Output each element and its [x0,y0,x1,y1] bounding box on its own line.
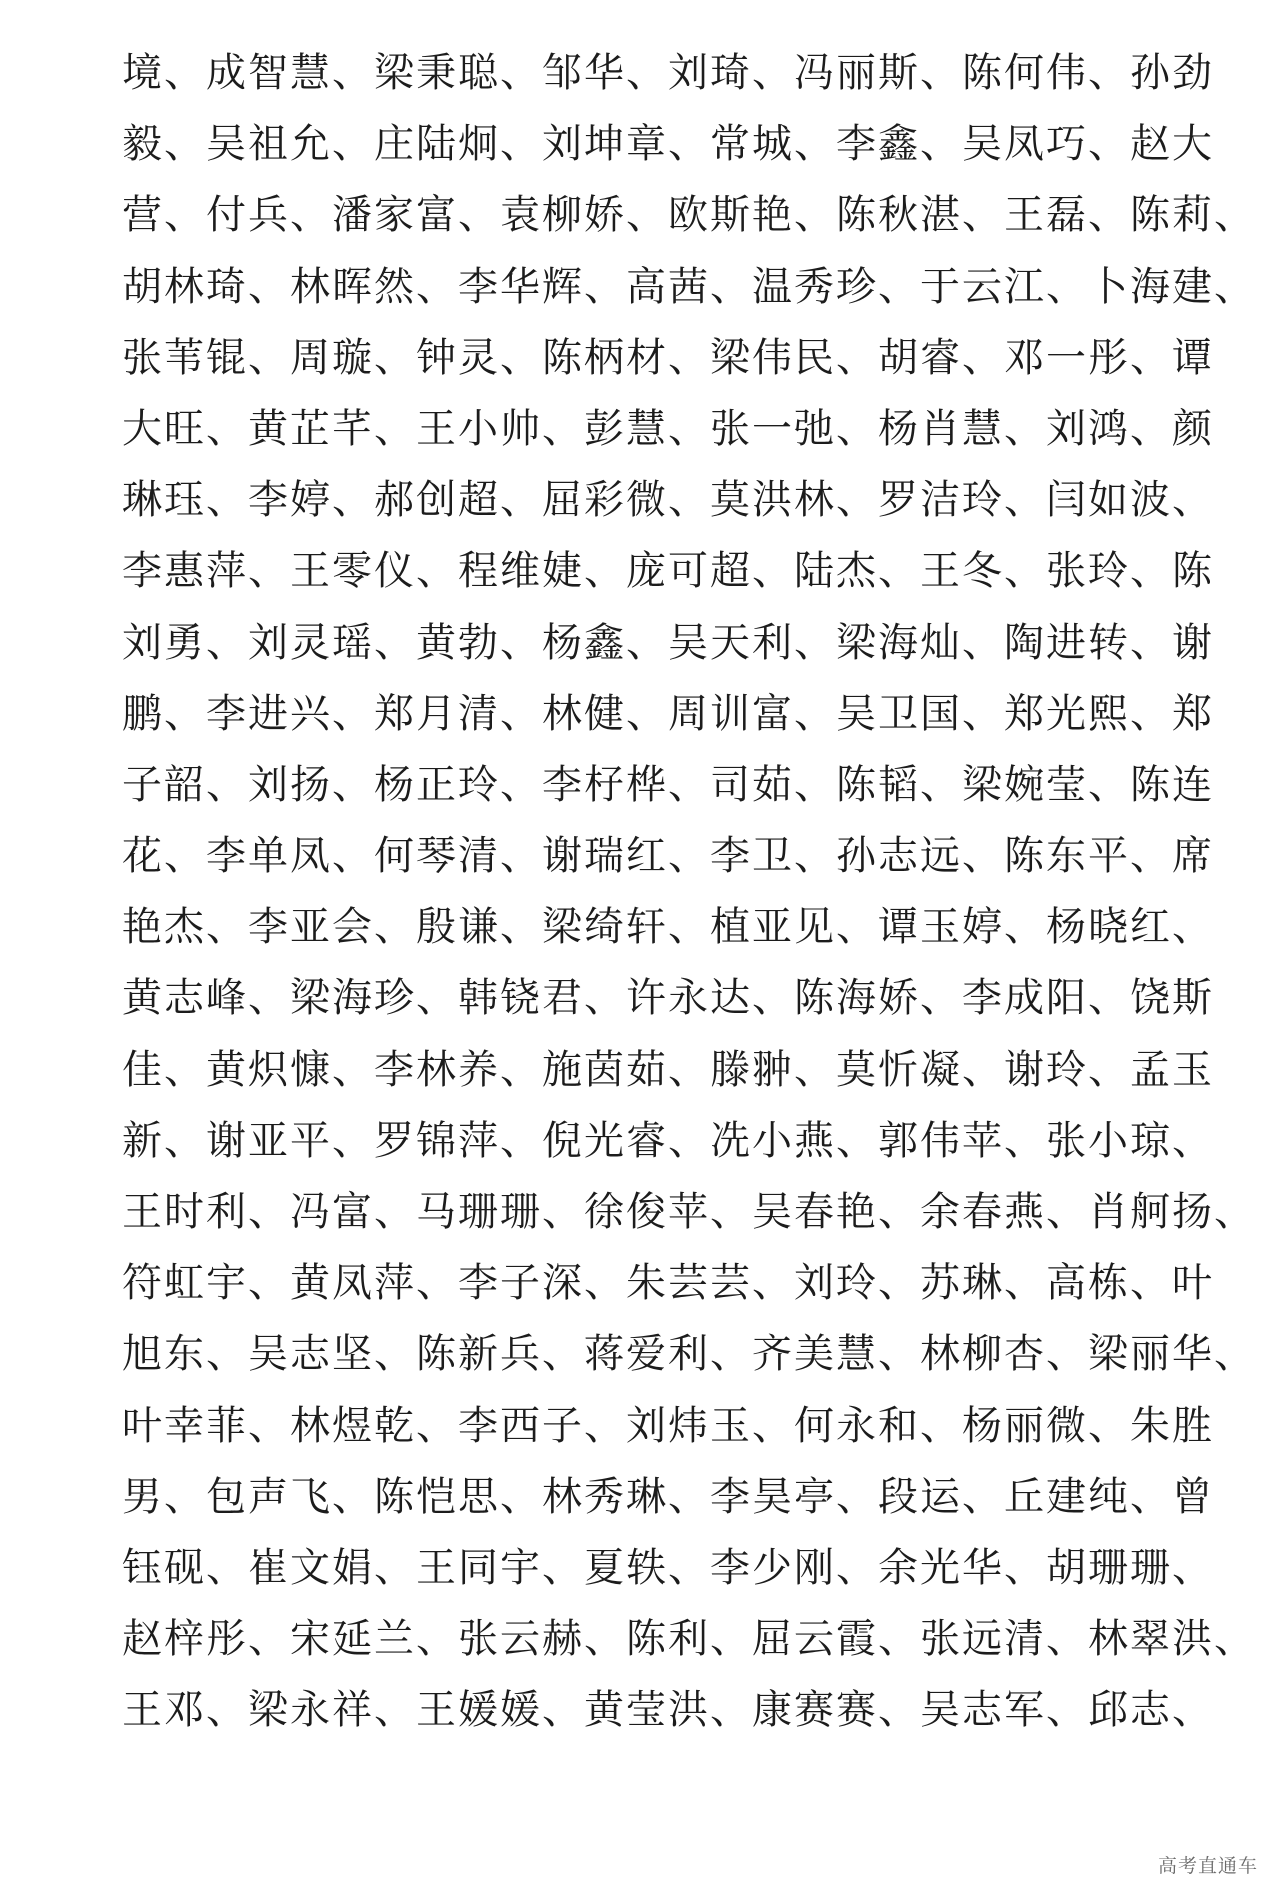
text-line: 子韶、刘扬、杨正玲、李杍桦、司茹、陈韬、梁婉莹、陈连 [122,761,1214,808]
site-watermark: 高考直通车 [1157,1855,1258,1877]
text-line: 大旺、黄芷芊、王小帅、彭慧、张一弛、杨肖慧、刘鸿、颜 [122,405,1214,452]
text-line: 黄志峰、梁海珍、韩铙君、许永达、陈海娇、李成阳、饶斯 [122,975,1214,1022]
text-line: 毅、吴祖允、庄陆炯、刘坤章、常城、李鑫、吴凤巧、赵大 [122,121,1214,168]
text-line: 旭东、吴志坚、陈新兵、蒋爱利、齐美慧、林柳杏、梁丽华、 [122,1331,1256,1378]
text-line: 王时利、冯富、马珊珊、徐俊苹、吴春艳、余春燕、肖舸扬、 [122,1189,1256,1235]
text-line: 艳杰、李亚会、殷谦、梁绮轩、植亚见、谭玉婷、杨晓红、 [122,904,1214,951]
text-line: 钰砚、崔文娟、王同宇、夏轶、李少刚、余光华、胡珊珊、 [122,1544,1214,1591]
text-line: 叶幸菲、林煜乾、李西子、刘炜玉、何永和、杨丽微、朱胜 [122,1402,1214,1449]
text-line: 琳珏、李婷、郝创超、屈彩微、莫洪林、罗洁玲、闫如波、 [122,477,1214,524]
text-line: 王邓、梁永祥、王媛媛、黄莹洪、康赛赛、吴志军、邱志、 [122,1687,1214,1734]
name-list [122,38,1256,1747]
text-line: 胡林琦、林晖然、李华辉、高茜、温秀珍、于云江、卜海建、 [122,263,1256,310]
text-line: 新、谢亚平、罗锦萍、倪光睿、冼小燕、郭伟苹、张小琼、 [122,1117,1214,1164]
text-line: 佳、黄炽慷、李林养、施茵茹、滕翀、莫忻凝、谢玲、孟玉 [122,1046,1214,1093]
text-line: 男、包声飞、陈恺思、林秀琳、李昊亭、段运、丘建纯、曾 [122,1473,1214,1520]
text-line: 鹏、李进兴、郑月清、林健、周训富、吴卫国、郑光熙、郑 [122,690,1214,737]
text-line: 花、李单凤、何琴清、谢瑞红、李卫、孙志远、陈东平、席 [122,833,1214,880]
text-line: 符虹宇、黄凤萍、李子深、朱芸芸、刘玲、苏琳、高栋、叶 [122,1260,1214,1307]
text-line: 刘勇、刘灵瑶、黄勃、杨鑫、吴天利、梁海灿、陶进转、谢 [122,619,1214,666]
text-line: 赵梓彤、宋延兰、张云赫、陈利、屈云霞、张远清、林翠洪、 [122,1616,1256,1663]
text-line: 营、付兵、潘家富、袁柳娇、欧斯艳、陈秋湛、王磊、陈莉、 [122,192,1256,239]
text-line: 张苇锟、周璇、钟灵、陈柄材、梁伟民、胡睿、邓一彤、谭 [122,334,1214,381]
text-line: 李惠萍、王零仪、程维婕、庞可超、陆杰、王冬、张玲、陈 [122,548,1214,595]
text-line: 境、成智慧、梁秉聪、邹华、刘琦、冯丽斯、陈何伟、孙劲 [122,50,1214,96]
